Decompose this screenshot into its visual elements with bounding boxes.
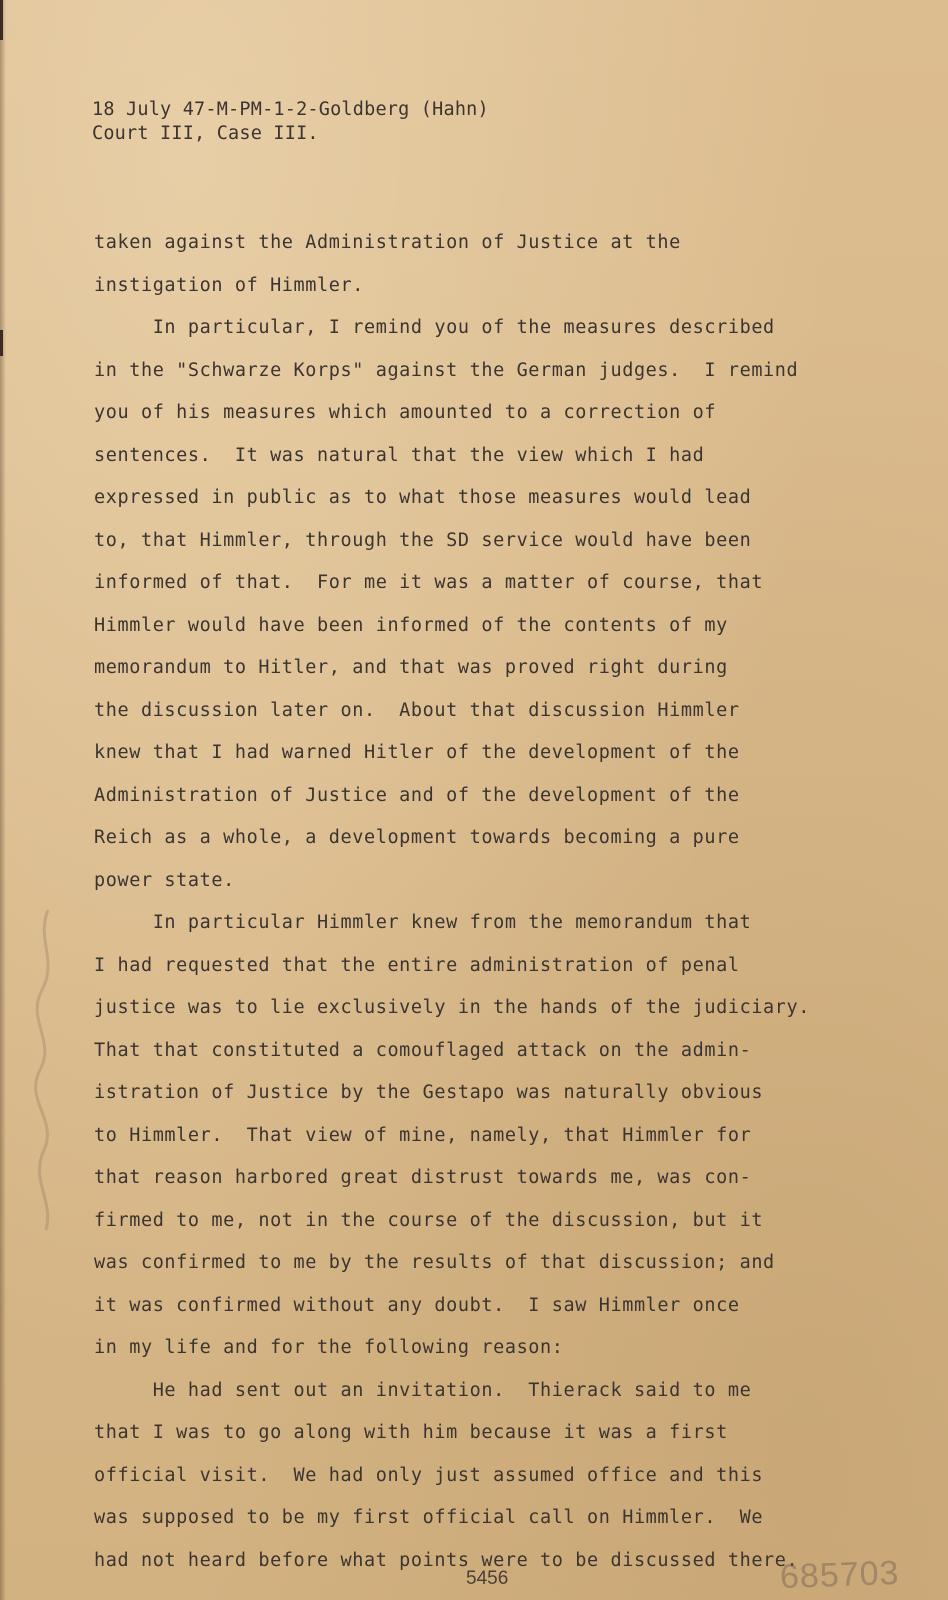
transcript-line: that reason harbored great distrust towards me, was con- (94, 1167, 752, 1188)
transcript-line: official visit. We had only just assumed office and this (94, 1464, 764, 1486)
binding-mark-top (0, 0, 3, 40)
document-header (92, 98, 489, 146)
transcript-line: informed of that. For me it was a matter of course, that (94, 572, 764, 593)
archive-stamp-number: 685703 (779, 1553, 901, 1597)
header-court-case: Court III, Case III. (92, 123, 319, 144)
transcript-line: the discussion later on. About that discussion Himmler (94, 699, 740, 721)
transcript-line: it was confirmed without any doubt. I saw Himmler once (94, 1294, 740, 1316)
transcript-line: firmed to me, not in the course of the discussion, but it (94, 1209, 764, 1231)
transcript-line: He had sent out an invitation. Thierack said to me (94, 1379, 752, 1401)
transcript-line: justice was to lie exclusively in the hands of the judiciary. (94, 997, 811, 1018)
transcript-line: expressed in public as to what those measures would lead (94, 487, 752, 508)
transcript-line: Himmler would have been informed of the contents of my (94, 614, 728, 636)
transcript-line: knew that I had warned Hitler of the development of the (94, 742, 740, 763)
transcript-line: memorandum to Hitler, and that was proved right during (94, 657, 728, 678)
transcript-line: that I was to go along with him because it was a first (94, 1422, 728, 1443)
transcript-line: to Himmler. That view of mine, namely, that Himmler for (94, 1124, 752, 1146)
transcript-line: sentences. It was natural that the view which I had (94, 444, 705, 466)
header-transcript-id: 18 July 47-M-PM-1-2-Goldberg (Hahn) (92, 99, 489, 120)
page-left-edge (0, 0, 6, 1600)
transcript-line: in my life and for the following reason: (94, 1337, 564, 1358)
binding-mark-middle (0, 330, 3, 356)
transcript-line: In particular Himmler knew from the memorandum that (94, 912, 752, 933)
transcript-line: I had requested that the entire administration of penal (94, 954, 740, 976)
transcript-line: Administration of Justice and of the development of the (94, 784, 740, 806)
margin-pencil-scribble (28, 900, 68, 1240)
transcript-line: istration of Justice by the Gestapo was naturally obvious (94, 1082, 764, 1103)
transcript-line: you of his measures which amounted to a correction of (94, 402, 717, 423)
transcript-line: Reich as a whole, a development towards becoming a pure (94, 827, 740, 848)
transcript-line: to, that Himmler, through the SD service would have been (94, 529, 752, 551)
transcript-line: had not heard before what points were to be discussed there. (94, 1549, 799, 1571)
page-number: 5456 (466, 1568, 509, 1589)
transcript-line: in the "Schwarze Korps" against the German judges. I remind (94, 359, 799, 381)
transcript-line: In particular, I remind you of the measures described (94, 317, 775, 338)
transcript-line: was supposed to be my first official call on Himmler. We (94, 1507, 764, 1528)
transcript-line: was confirmed to me by the results of that discussion; and (94, 1252, 775, 1273)
transcript-line: instigation of Himmler. (94, 274, 364, 296)
transcript-line: That that constituted a comouflaged attack on the admin- (94, 1039, 752, 1061)
transcript-line: taken against the Administration of Justice at the (94, 232, 681, 253)
transcript-body (94, 222, 894, 1582)
transcript-line: power state. (94, 869, 235, 891)
